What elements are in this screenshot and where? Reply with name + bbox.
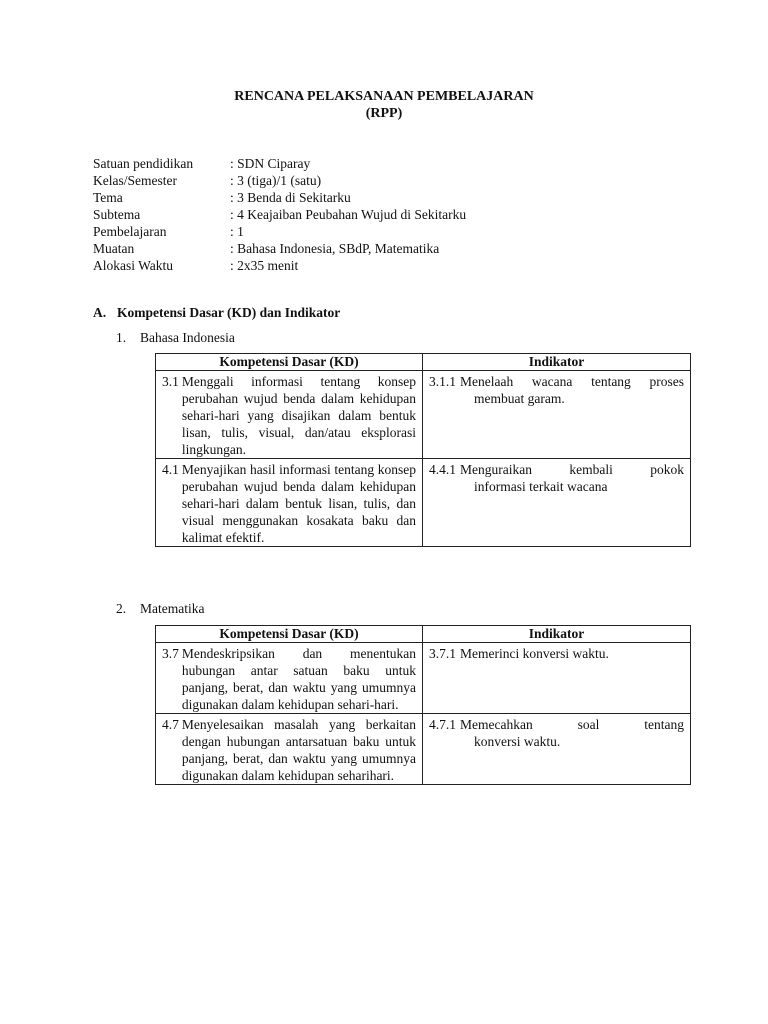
identity-value: : 3 Benda di Sekitarku: [230, 190, 351, 205]
kd-table-matematika: [155, 625, 691, 785]
table-row: [156, 643, 691, 714]
kd-cell: [156, 714, 423, 785]
indicator-code: 4.7.1: [429, 717, 456, 732]
subject-heading-1: [116, 329, 235, 346]
indicator-text: Memecahkan soal tentang: [460, 717, 684, 732]
indicator-cell: [423, 459, 691, 547]
identity-value: : Bahasa Indonesia, SBdP, Matematika: [230, 241, 440, 256]
indicator-cell: [423, 714, 691, 785]
header-kd: Kompetensi Dasar (KD): [156, 626, 423, 643]
subject-name: Matematika: [140, 601, 205, 616]
document-title: RENCANA PELAKSANAAN PEMBELAJARAN: [234, 89, 534, 104]
section-title: Kompetensi Dasar (KD) dan Indikator: [117, 305, 341, 320]
identity-row: [93, 172, 466, 189]
identity-label: Alokasi Waktu: [93, 258, 174, 273]
identity-value: : 4 Keajaiban Peubahan Wujud di Sekitarku: [230, 207, 467, 222]
subject-name: Bahasa Indonesia: [140, 330, 235, 345]
identity-label: Tema: [93, 190, 123, 205]
header-indicator: Indikator: [423, 354, 691, 371]
identity-label: Kelas/Semester: [93, 173, 177, 188]
identity-label: Subtema: [93, 207, 141, 222]
indicator-code: 3.1.1: [429, 374, 456, 389]
subject-heading-2: [116, 600, 204, 617]
identity-row: [93, 240, 466, 257]
kd-cell: [156, 371, 423, 459]
table-row: [156, 714, 691, 785]
kd-code: 4.1: [162, 462, 179, 477]
subject-number: 1.: [116, 330, 127, 345]
document-subtitle: (RPP): [365, 106, 403, 121]
indicator-text-continued: konversi waktu.: [474, 734, 561, 749]
kd-cell: [156, 459, 423, 547]
subject-number: 2.: [116, 601, 127, 616]
kd-code: 3.1: [162, 374, 179, 389]
identity-value: : SDN Ciparay: [230, 156, 311, 171]
indicator-text: Memerinci konversi waktu.: [460, 646, 609, 661]
indicator-code: 3.7.1: [429, 646, 456, 661]
identity-row: [93, 189, 466, 206]
identity-value: : 3 (tiga)/1 (satu): [230, 173, 322, 188]
indicator-text-continued: membuat garam.: [474, 391, 565, 406]
identity-row: [93, 223, 466, 240]
identity-value: : 1: [230, 224, 244, 239]
identity-label: Pembelajaran: [93, 224, 167, 239]
section-number: A.: [93, 305, 107, 320]
indicator-cell: [423, 371, 691, 459]
kd-code: 4.7: [162, 717, 179, 732]
identity-row: [93, 206, 466, 223]
indicator-text-continued: informasi terkait wacana: [474, 479, 608, 494]
table-row: [156, 371, 691, 459]
identity-label: Muatan: [93, 241, 135, 256]
indicator-code: 4.4.1: [429, 462, 456, 477]
kd-text: Menggali informasi tentang konsep perubahan wujud benda dalam kehidupan sehari-hari yang disajikan dalam bentuk lisan, tulis, visual, dan/atau eksplorasi lingkungan.: [181, 374, 416, 457]
identity-row: [93, 257, 466, 274]
indicator-text: Menguraikan kembali pokok: [460, 462, 684, 477]
kd-text: Menyajikan hasil informasi tentang konsep perubahan wujud benda dalam kehidupan sehari-hari dalam bentuk lisan, tulis, dan visual menggunakan kosakata baku dan kalimat efektif.: [181, 462, 416, 545]
table-row: [156, 459, 691, 547]
kd-table-bahasa-indonesia: [155, 353, 691, 547]
indicator-cell: [423, 643, 691, 714]
header-indicator: Indikator: [423, 626, 691, 643]
identity-value: : 2x35 menit: [230, 258, 299, 273]
identity-row: [93, 155, 466, 172]
identity-label: Satuan pendidikan: [93, 156, 194, 171]
identity-table: [93, 155, 466, 274]
indicator-text: Menelaah wacana tentang proses: [460, 374, 684, 389]
section-heading: [93, 304, 340, 321]
kd-text: Menyelesaikan masalah yang berkaitan dengan hubungan antarsatuan baku untuk panjang, berat, dan waktu yang umumnya digunakan dalam kehidupan seharihari.: [181, 717, 416, 783]
kd-cell: [156, 643, 423, 714]
kd-text: Mendeskripsikan dan menentukan hubungan antar satuan baku untuk panjang, berat, dan waktu yang umumnya digunakan dalam kehidupan sehari-hari.: [181, 646, 416, 712]
kd-code: 3.7: [162, 646, 179, 661]
header-kd: Kompetensi Dasar (KD): [156, 354, 423, 371]
